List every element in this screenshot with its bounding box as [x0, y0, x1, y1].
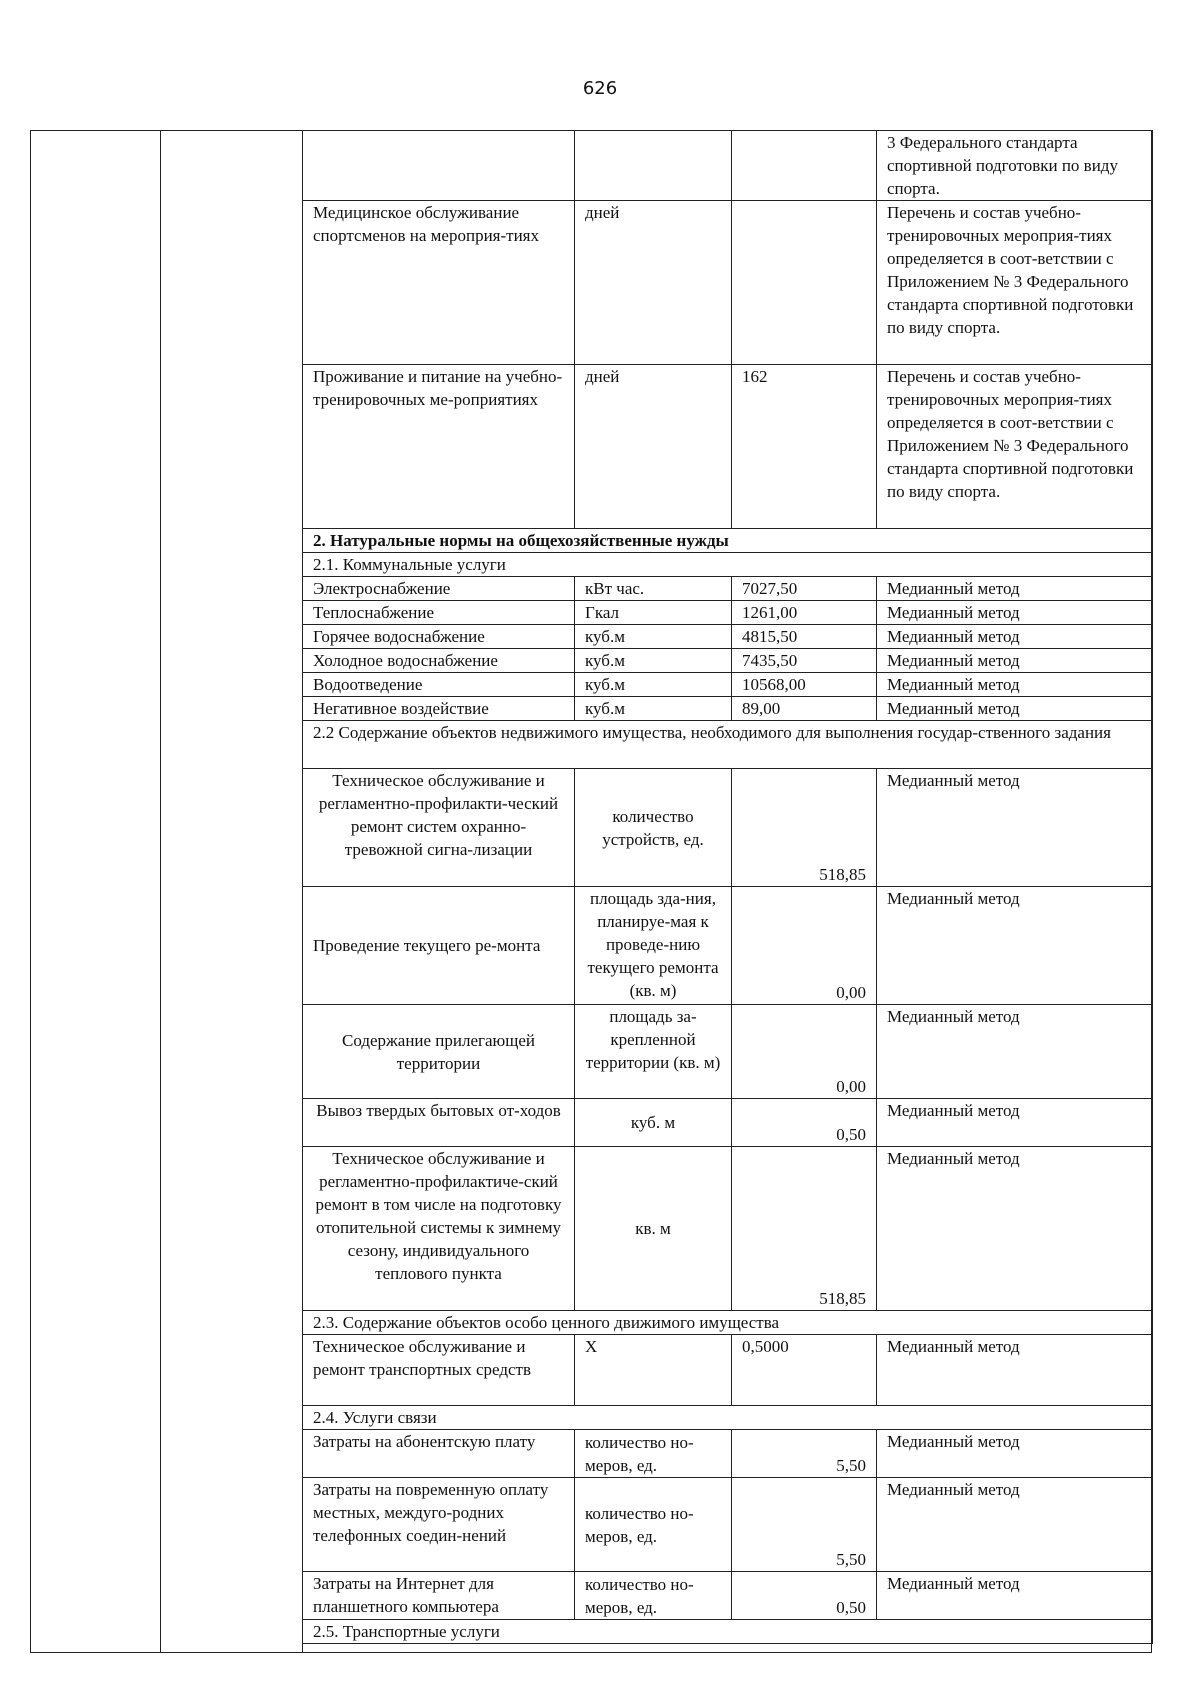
subsection-row	[303, 553, 1153, 577]
table-row	[303, 649, 1153, 673]
item-name: Негативное воздействие	[303, 697, 575, 721]
subsection-title: 2.1. Коммунальные услуги	[303, 553, 1153, 577]
item-method: Медианный метод	[877, 1478, 1153, 1572]
section-header-row	[303, 529, 1153, 553]
table-row	[303, 887, 1153, 1005]
item-value: 518,85	[732, 1147, 877, 1311]
item-method: Медианный метод	[877, 769, 1153, 887]
item-method: Медианный метод	[877, 697, 1153, 721]
item-value: 0,50	[732, 1572, 877, 1620]
item-unit: количество но-меров, ед.	[575, 1430, 732, 1478]
subsection-row	[303, 721, 1153, 769]
table-row	[303, 625, 1153, 649]
item-unit: площадь зда-ния, планируе-мая к проведе-нию текущего ремонта (кв. м)	[575, 887, 732, 1005]
item-unit: куб.м	[575, 673, 732, 697]
item-value: 1261,00	[732, 601, 877, 625]
item-method: Медианный метод	[877, 1335, 1153, 1406]
item-name: Техническое обслуживание и регламентно-профилактиче-ский ремонт в том числе на подготовку отопительной системы к зимнему сезону, индивидуального теплового пункта	[303, 1147, 575, 1311]
table-row	[303, 1005, 1153, 1099]
item-unit: дней	[575, 365, 732, 529]
item-method: Медианный метод	[877, 887, 1153, 1005]
table-row	[303, 577, 1153, 601]
item-note: Перечень и состав учебно-тренировочных мероприя-тиях определяется в соот-ветствии с Приложением № 3 Федерального стандарта спортивной подготовки по виду спорта.	[877, 365, 1153, 529]
table-row	[303, 673, 1153, 697]
table-row	[303, 1335, 1153, 1406]
item-name: Проведение текущего ре-монта	[303, 887, 575, 1005]
subsection-title: 2.3. Содержание объектов особо ценного движимого имущества	[303, 1311, 1153, 1335]
item-unit: куб. м	[575, 1099, 732, 1147]
item-unit: количество но-меров, ед.	[575, 1572, 732, 1620]
item-name: Затраты на Интернет для планшетного компьютера	[303, 1572, 575, 1620]
item-value: 5,50	[732, 1430, 877, 1478]
item-method: Медианный метод	[877, 1572, 1153, 1620]
item-value: 518,85	[732, 769, 877, 887]
item-method: Медианный метод	[877, 1430, 1153, 1478]
item-method: Медианный метод	[877, 1005, 1153, 1099]
subsection-row	[303, 1406, 1153, 1430]
item-unit: дней	[575, 201, 732, 365]
table-row	[303, 365, 1153, 529]
table-row	[303, 1572, 1153, 1620]
table-row	[303, 131, 1153, 201]
item-name: Техническое обслуживание и регламентно-профилакти-ческий ремонт систем охранно-тревожной сигна-лизации	[303, 769, 575, 887]
subsection-title: 2.4. Услуги связи	[303, 1406, 1153, 1430]
item-unit: Гкал	[575, 601, 732, 625]
table-row	[303, 1430, 1153, 1478]
norms-table	[302, 130, 1153, 1644]
item-value: 4815,50	[732, 625, 877, 649]
item-value: 0,5000	[732, 1335, 877, 1406]
item-name: Техническое обслуживание и ремонт транспортных средств	[303, 1335, 575, 1406]
item-unit	[575, 131, 732, 201]
item-unit: количество но-меров, ед.	[575, 1478, 732, 1572]
item-method: Медианный метод	[877, 577, 1153, 601]
item-name: Холодное водоснабжение	[303, 649, 575, 673]
item-unit: количество устройств, ед.	[575, 769, 732, 887]
item-unit: куб.м	[575, 625, 732, 649]
item-name: Проживание и питание на учебно-тренировочных ме-роприятиях	[303, 365, 575, 529]
column-divider-1	[160, 130, 161, 1653]
item-value: 7435,50	[732, 649, 877, 673]
subsection-title: 2.2 Содержание объектов недвижимого имущества, необходимого для выполнения государ-ственного задания	[303, 721, 1153, 769]
item-unit: кВт час.	[575, 577, 732, 601]
item-method: Медианный метод	[877, 673, 1153, 697]
table-row	[303, 1478, 1153, 1572]
item-value: 7027,50	[732, 577, 877, 601]
item-value: 0,00	[732, 1005, 877, 1099]
item-method: Медианный метод	[877, 601, 1153, 625]
item-name: Затраты на повременную оплату местных, междуго-родних телефонных соедин-нений	[303, 1478, 575, 1572]
subsection-row	[303, 1311, 1153, 1335]
item-method: Медианный метод	[877, 649, 1153, 673]
item-value	[732, 201, 877, 365]
item-value: 89,00	[732, 697, 877, 721]
table-row	[303, 769, 1153, 887]
item-value: 10568,00	[732, 673, 877, 697]
item-note: Перечень и состав учебно-тренировочных мероприя-тиях определяется в соот-ветствии с Приложением № 3 Федерального стандарта спортивной подготовки по виду спорта.	[877, 201, 1153, 365]
item-value: 0,00	[732, 887, 877, 1005]
item-value	[732, 131, 877, 201]
item-method: Медианный метод	[877, 625, 1153, 649]
table-row	[303, 601, 1153, 625]
item-name: Вывоз твердых бытовых от-ходов	[303, 1099, 575, 1147]
item-value: 0,50	[732, 1099, 877, 1147]
item-value: 5,50	[732, 1478, 877, 1572]
item-unit: куб.м	[575, 697, 732, 721]
item-unit: куб.м	[575, 649, 732, 673]
item-unit: Х	[575, 1335, 732, 1406]
item-name: Затраты на абонентскую плату	[303, 1430, 575, 1478]
table-row	[303, 1147, 1153, 1311]
item-name: Горячее водоснабжение	[303, 625, 575, 649]
item-method: Медианный метод	[877, 1147, 1153, 1311]
item-note: 3 Федерального стандарта спортивной подготовки по виду спорта.	[877, 131, 1153, 201]
item-name: Медицинское обслуживание спортсменов на мероприя-тиях	[303, 201, 575, 365]
table-row	[303, 1099, 1153, 1147]
table-row	[303, 201, 1153, 365]
item-name: Водоотведение	[303, 673, 575, 697]
item-name: Электроснабжение	[303, 577, 575, 601]
subsection-title: 2.5. Транспортные услуги	[303, 1620, 1153, 1644]
subsection-row	[303, 1620, 1153, 1644]
item-name: Теплоснабжение	[303, 601, 575, 625]
item-method: Медианный метод	[877, 1099, 1153, 1147]
section-title: 2. Натуральные нормы на общехозяйственные нужды	[303, 529, 1153, 553]
item-unit: кв. м	[575, 1147, 732, 1311]
item-unit: площадь за-крепленной территории (кв. м)	[575, 1005, 732, 1099]
table-row	[303, 697, 1153, 721]
page-number: 626	[582, 78, 618, 99]
item-name: Содержание прилегающей территории	[303, 1005, 575, 1099]
item-value: 162	[732, 365, 877, 529]
item-name	[303, 131, 575, 201]
